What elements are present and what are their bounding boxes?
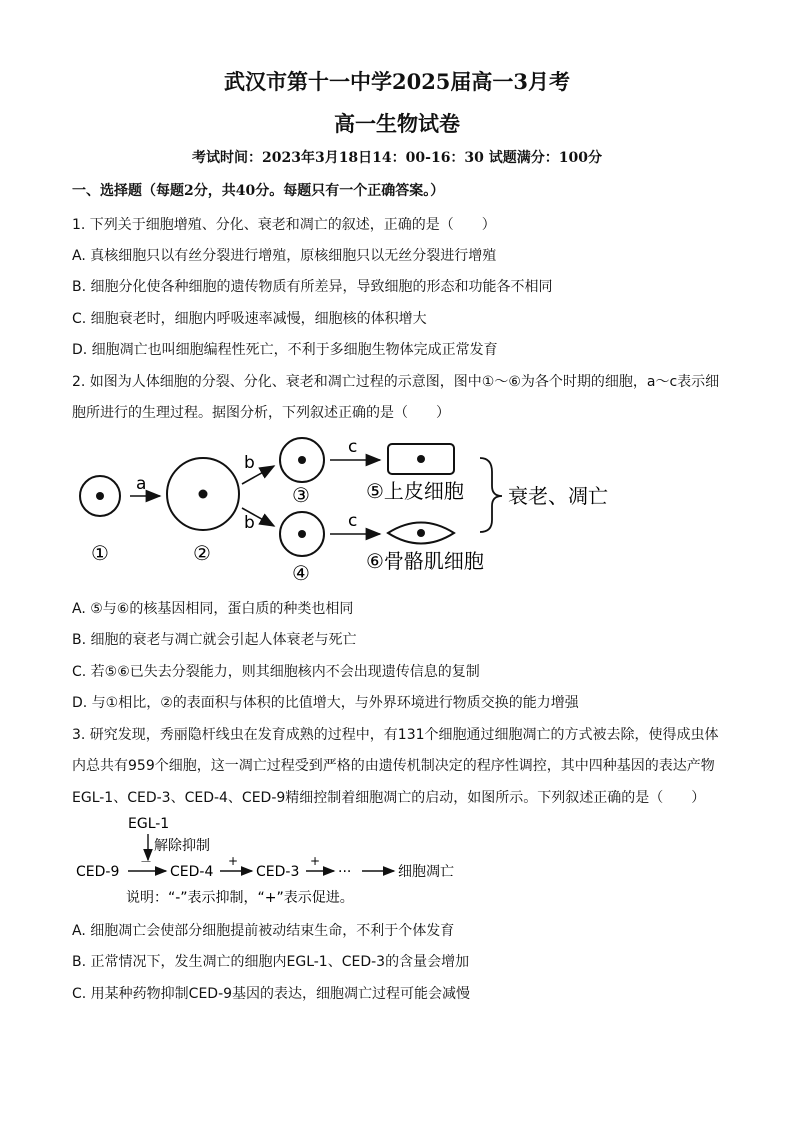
- exam-subtitle: 高一生物试卷: [334, 111, 460, 136]
- cell-3-nucleus: [298, 456, 306, 464]
- muscle-cell-label: ⑥骨骼肌细胞: [366, 549, 484, 573]
- minus-sign: －: [140, 855, 153, 869]
- q2-option-c: C. 若⑤⑥已失去分裂能力，则其细胞核内不会出现遗传信息的复制: [72, 664, 480, 680]
- arrow-a-label: a: [136, 474, 147, 494]
- q2-option-a: A. ⑤与⑥的核基因相同，蛋白质的种类也相同: [72, 601, 354, 617]
- section-heading: 一、选择题（每题2分，共40分。每题只有一个正确答案。）: [72, 183, 445, 199]
- ced3-label: CED-3: [256, 864, 300, 880]
- arrow-c-lower-label: c: [348, 511, 358, 531]
- epithelial-cell-label: ⑤上皮细胞: [366, 479, 464, 503]
- brace: [480, 458, 502, 532]
- q2-option-d: D. 与①相比，②的表面积与体积的比值增大，与外界环境进行物质交换的能力增强: [72, 695, 579, 711]
- cell-4-nucleus: [298, 530, 306, 538]
- plus-sign-2: +: [310, 854, 321, 868]
- legend-note: 说明：“-”表示抑制，“+”表示促进。: [126, 890, 354, 906]
- q2-option-b: B. 细胞的衰老与凋亡就会引起人体衰老与死亡: [72, 632, 357, 648]
- fate-label: 衰老、凋亡: [508, 484, 608, 508]
- ellipsis: ···: [338, 864, 352, 880]
- cell-2-label: ②: [193, 541, 211, 565]
- q1-option-a: A. 真核细胞只以有丝分裂进行增殖，原核细胞只以无丝分裂进行增殖: [72, 248, 497, 264]
- apoptosis-pathway-diagram: [70, 812, 490, 912]
- apoptosis-label: 细胞凋亡: [398, 864, 454, 880]
- q1-option-b: B. 细胞分化使各种细胞的遗传物质有所差异，导致细胞的形态和功能各不相同: [72, 279, 553, 295]
- arrow-b-upper-label: b: [244, 453, 255, 473]
- q3-stem-line1: 3. 研究发现，秀丽隐杆线虫在发育成熟的过程中，有131个细胞通过细胞凋亡的方式被去除，使得成虫体: [72, 727, 719, 743]
- cell-3-label: ③: [292, 483, 310, 507]
- cell-process-diagram: [60, 428, 650, 590]
- ced4-label: CED-4: [170, 864, 214, 880]
- cell-2-nucleus: [199, 490, 208, 499]
- exam-title: 武汉市第十一中学2025届高一3月考: [223, 69, 571, 94]
- egl1-label: EGL-1: [128, 816, 170, 832]
- q1-option-c: C. 细胞衰老时，细胞内呼吸速率减慢，细胞核的体积增大: [72, 311, 427, 327]
- muscle-cell-nucleus: [417, 529, 425, 537]
- arrow-b-lower-label: b: [244, 513, 255, 533]
- q1-option-d: D. 细胞凋亡也叫细胞编程性死亡，不利于多细胞生物体完成正常发育: [72, 342, 498, 358]
- q1-stem: 1. 下列关于细胞增殖、分化、衰老和凋亡的叙述，正确的是（ ）: [72, 217, 496, 233]
- q3-option-a: A. 细胞凋亡会使部分细胞提前被动结束生命，不利于个体发育: [72, 923, 455, 939]
- q3-stem-line2: 内总共有959个细胞，这一凋亡过程受到严格的由遗传机制决定的程序性调控，其中四种基因的表达产物: [72, 758, 715, 774]
- cell-1-label: ①: [91, 541, 109, 565]
- q3-stem-line3: EGL-1、CED-3、CED-4、CED-9精细控制着细胞凋亡的启动，如图所示。下列叙述正确的是（ ）: [72, 790, 706, 806]
- ced9-label: CED-9: [76, 864, 120, 880]
- plus-sign-1: +: [228, 854, 239, 868]
- cell-4-label: ④: [292, 561, 310, 585]
- q3-option-c: C. 用某种药物抑制CED-9基因的表达，细胞凋亡过程可能会减慢: [72, 986, 471, 1002]
- cell-1-nucleus: [96, 492, 104, 500]
- q3-option-b: B. 正常情况下，发生凋亡的细胞内EGL-1、CED-3的含量会增加: [72, 954, 470, 970]
- epithelial-cell-nucleus: [417, 455, 425, 463]
- q2-stem-line2: 胞所进行的生理过程。据图分析，下列叙述正确的是（ ）: [72, 405, 450, 421]
- arrow-c-upper-label: c: [348, 437, 358, 457]
- q2-stem-line1: 2. 如图为人体细胞的分裂、分化、衰老和凋亡过程的示意图，图中①～⑥为各个时期的细胞，a～c表示细: [72, 374, 720, 390]
- relief-label: 解除抑制: [154, 838, 210, 854]
- exam-info: 考试时间：2023年3月18日14：00-16：30 试题满分：100分: [191, 150, 603, 166]
